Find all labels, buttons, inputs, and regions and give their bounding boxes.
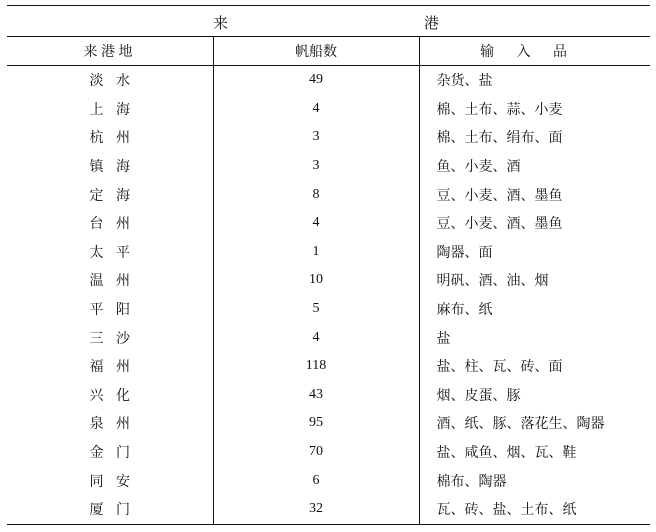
port-cell: 泉州 <box>89 416 143 433</box>
table-row <box>7 438 650 467</box>
ships-cell: 10 <box>213 266 419 295</box>
ships-cell: 49 <box>213 66 419 95</box>
port-cell: 上海 <box>89 101 143 118</box>
ships-cell: 4 <box>213 95 419 124</box>
table-row <box>7 180 650 209</box>
goods-cell: 烟、皮蛋、豚 <box>419 381 650 410</box>
ships-cell: 118 <box>213 352 419 381</box>
port-cell: 福州 <box>89 359 143 376</box>
port-cell: 淡水 <box>89 73 143 90</box>
table-row <box>7 266 650 295</box>
table-title-right: 港 <box>424 14 440 32</box>
table-row <box>7 123 650 152</box>
ships-cell: 4 <box>213 209 419 238</box>
ships-cell: 70 <box>213 438 419 467</box>
ships-cell: 95 <box>213 409 419 438</box>
port-cell: 太平 <box>89 244 143 261</box>
port-cell: 定海 <box>89 187 143 204</box>
header-port: 来港地 <box>7 37 213 66</box>
port-cell: 温州 <box>89 273 143 290</box>
port-cell: 杭州 <box>89 130 143 147</box>
goods-cell: 鱼、小麦、酒 <box>419 152 650 181</box>
goods-cell: 豆、小麦、酒、墨鱼 <box>419 180 650 209</box>
table-row <box>7 323 650 352</box>
table-row <box>7 209 650 238</box>
header-ships: 帆船数 <box>213 37 419 66</box>
table-row <box>7 409 650 438</box>
table-title-row <box>7 6 650 37</box>
goods-cell: 棉布、陶器 <box>419 466 650 495</box>
ships-cell: 4 <box>213 323 419 352</box>
table-title-cell <box>7 6 650 37</box>
table-row <box>7 295 650 324</box>
port-cell: 镇海 <box>89 159 143 176</box>
port-cell: 厦门 <box>7 495 213 524</box>
port-cell: 台州 <box>89 216 143 233</box>
goods-cell: 杂货、盐 <box>419 66 650 95</box>
ships-cell: 43 <box>213 381 419 410</box>
ships-cell: 8 <box>213 180 419 209</box>
goods-cell: 明矾、酒、油、烟 <box>419 266 650 295</box>
table-row <box>7 238 650 267</box>
ships-cell: 1 <box>213 238 419 267</box>
table-header-row <box>7 37 650 66</box>
goods-cell: 盐 <box>419 323 650 352</box>
goods-cell: 瓦、砖、盐、土布、纸 <box>419 495 650 524</box>
table-row <box>7 95 650 124</box>
goods-cell: 盐、柱、瓦、砖、面 <box>419 352 650 381</box>
goods-cell: 酒、纸、豚、落花生、陶器 <box>419 409 650 438</box>
port-cell: 三沙 <box>89 330 143 347</box>
goods-cell: 豆、小麦、酒、墨鱼 <box>419 209 650 238</box>
port-cell: 平阳 <box>89 302 143 319</box>
table-body <box>7 66 650 525</box>
port-cell: 同安 <box>89 473 143 490</box>
table-row <box>7 466 650 495</box>
table-row <box>7 381 650 410</box>
goods-cell: 棉、土布、蒜、小麦 <box>419 95 650 124</box>
goods-cell: 棉、土布、绢布、面 <box>419 123 650 152</box>
port-arrivals-table <box>7 5 650 525</box>
ships-cell: 3 <box>213 152 419 181</box>
ships-cell: 32 <box>213 495 419 524</box>
port-cell: 兴化 <box>89 387 143 404</box>
goods-cell: 陶器、面 <box>419 238 650 267</box>
table-row <box>7 66 650 95</box>
goods-cell: 盐、咸鱼、烟、瓦、鞋 <box>419 438 650 467</box>
ships-cell: 6 <box>213 466 419 495</box>
ships-cell: 3 <box>213 123 419 152</box>
table-title-left: 来 <box>213 14 229 32</box>
table-row <box>7 152 650 181</box>
table-row <box>7 352 650 381</box>
port-cell: 金门 <box>89 445 143 462</box>
goods-cell: 麻布、纸 <box>419 295 650 324</box>
ships-cell: 5 <box>213 295 419 324</box>
header-goods: 输入品 <box>419 37 650 66</box>
table-row <box>7 495 650 524</box>
